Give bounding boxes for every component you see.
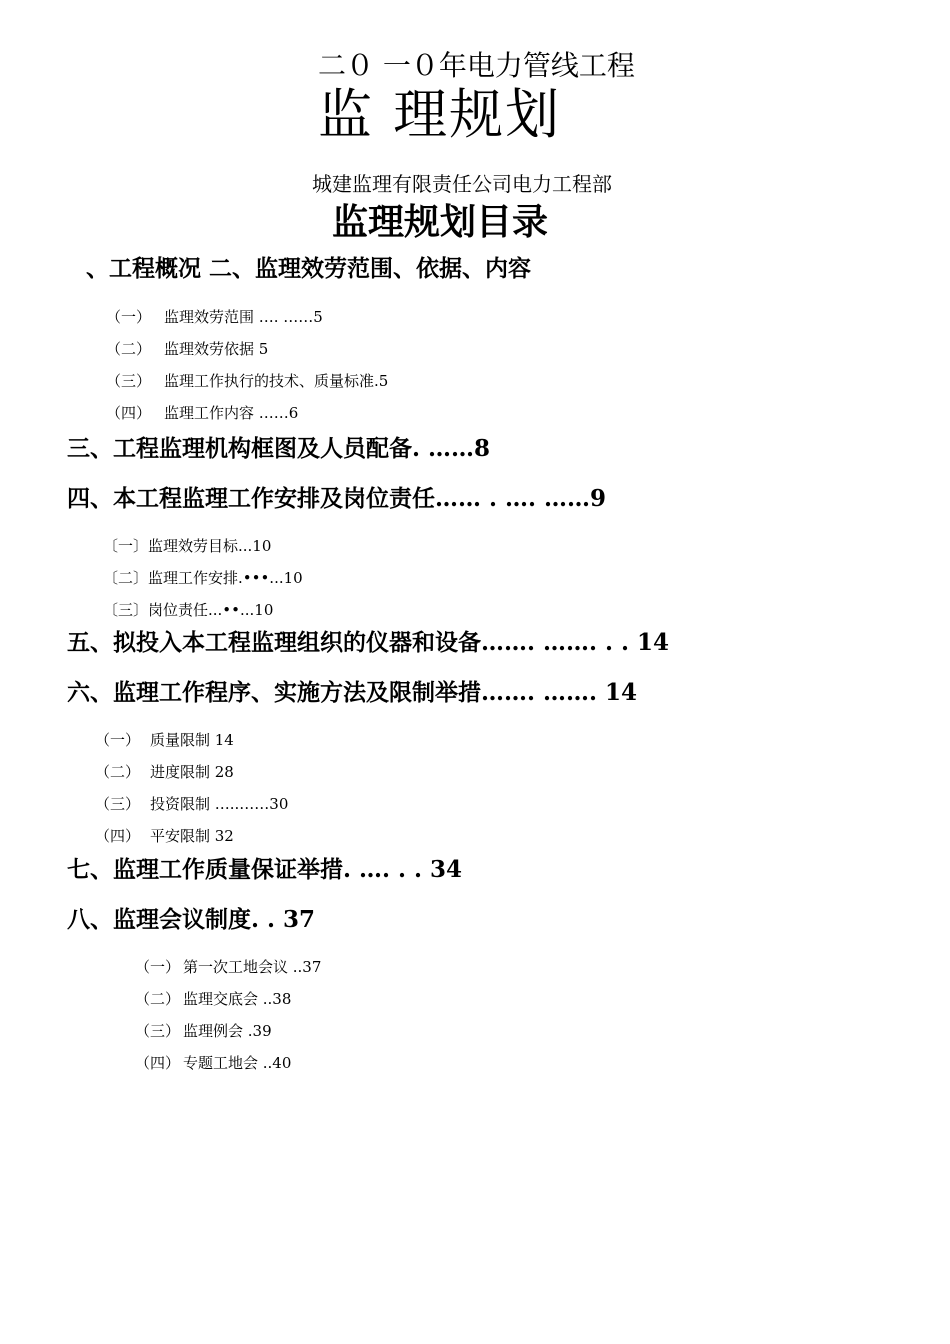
subitem-label: （二）	[95, 763, 141, 781]
toc-subitem	[135, 1020, 272, 1041]
subitem-label: （一）	[135, 958, 181, 976]
toc-subitem	[95, 793, 288, 814]
toc-section-5: 五、拟投入本工程监理组织的仪器和设备……. ……. . . 14	[67, 629, 670, 656]
project-year-line: 二０ 一０年电力管线工程	[318, 49, 635, 82]
subitem-label: （二）	[106, 340, 152, 358]
subitem-text: 平安限制 32	[150, 827, 234, 845]
toc-section-6: 六、监理工作程序、实施方法及限制举措……. ……. 14	[67, 679, 638, 706]
toc-section-3: 三、工程监理机构框图及人员配备. ……8	[67, 435, 491, 462]
subitem-label: （一）	[95, 731, 141, 749]
toc-subitem	[95, 825, 234, 846]
subitem-label: （三）	[106, 372, 152, 390]
toc-subitem	[135, 988, 291, 1009]
subitem-text: 监理工作内容 ……6	[164, 404, 299, 422]
toc-subitem	[95, 761, 234, 782]
subitem-label: （三）	[135, 1022, 181, 1040]
subitem-label: （四）	[106, 404, 152, 422]
subitem-text: 投资限制 …..……30	[150, 795, 289, 813]
subitem-label: （二）	[135, 990, 181, 1008]
toc-subitem	[106, 306, 323, 327]
toc-title: 监理规划目录	[332, 201, 549, 243]
subitem-text: 监理效劳范围 …. ……5	[164, 308, 323, 326]
toc-subitem	[106, 402, 298, 423]
subitem-text: 第一次工地会议 ..37	[183, 958, 322, 976]
subitem-label: （一）	[106, 308, 152, 326]
toc-subitem: 〔一〕监理效劳目标...10	[103, 537, 272, 555]
document-title: 监 理规划	[318, 83, 562, 146]
subitem-text: 监理工作执行的技术、质量标准.5	[164, 372, 389, 390]
toc-section-4: 四、本工程监理工作安排及岗位责任…… . …. ……9	[67, 485, 607, 512]
subitem-label: （三）	[95, 795, 141, 813]
toc-subitem	[106, 370, 388, 391]
toc-section-1-2: 、工程概况 二、监理效劳范围、依据、内容	[86, 255, 532, 282]
toc-subitem	[95, 729, 234, 750]
toc-section-8: 八、监理会议制度. . 37	[67, 906, 316, 933]
toc-subitem	[135, 1052, 291, 1073]
subitem-label: （四）	[95, 827, 141, 845]
company-name: 城建监理有限责任公司电力工程部	[312, 172, 612, 196]
subitem-text: 监理例会 .39	[183, 1022, 272, 1040]
toc-section-7: 七、监理工作质量保证举措. …. . . 34	[67, 856, 463, 883]
toc-subitem	[106, 338, 268, 359]
subitem-text: 专题工地会 ..40	[183, 1054, 292, 1072]
subitem-text: 进度限制 28	[150, 763, 234, 781]
subitem-text: 监理效劳依据 5	[164, 340, 269, 358]
toc-subitem: 〔二〕监理工作安排.•••...10	[103, 569, 303, 587]
toc-subitem: 〔三〕岗位责任...••...10	[103, 601, 274, 619]
subitem-text: 监理交底会 ..38	[183, 990, 292, 1008]
toc-subitem	[135, 956, 321, 977]
subitem-label: （四）	[135, 1054, 181, 1072]
subitem-text: 质量限制 14	[150, 731, 234, 749]
